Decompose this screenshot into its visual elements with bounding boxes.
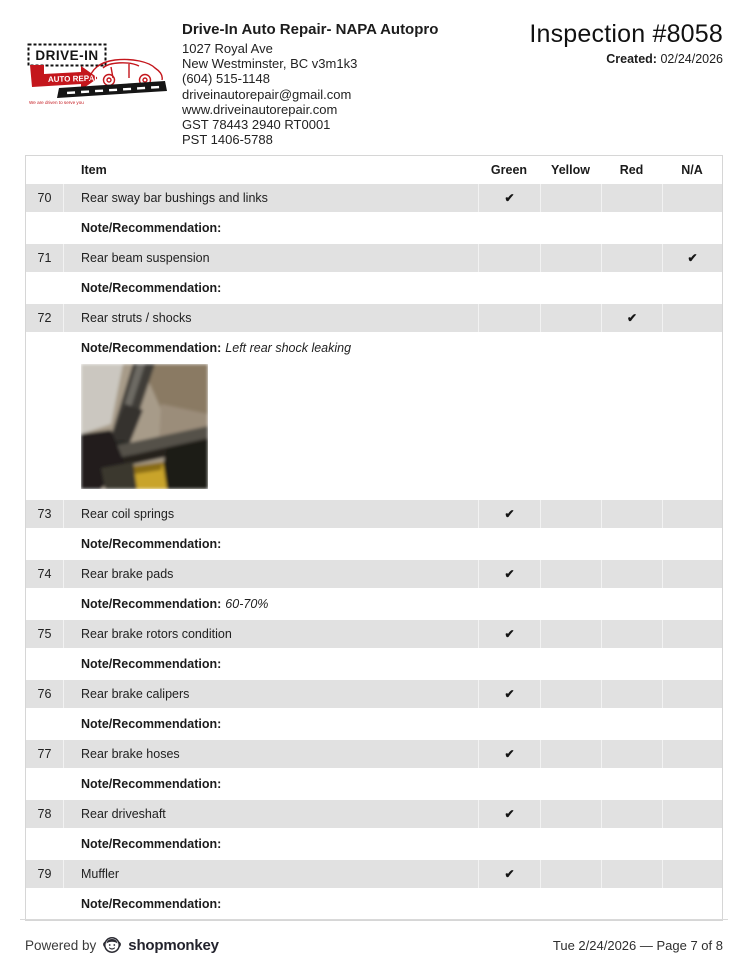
table-row-item xyxy=(26,304,722,332)
status-cell-green xyxy=(478,740,540,768)
checkmark-icon: ✔ xyxy=(687,251,698,265)
status-cell-yellow xyxy=(540,860,601,888)
status-cell-red xyxy=(601,560,662,588)
table-row-note xyxy=(26,272,722,304)
status-cell-yellow xyxy=(540,500,601,528)
row-item-label: Rear driveshaft xyxy=(81,807,166,821)
row-item-label: Rear brake hoses xyxy=(81,747,180,761)
status-cell-red xyxy=(601,184,662,212)
table-row-note xyxy=(26,212,722,244)
shop-logo-art xyxy=(25,42,167,108)
status-cell-red xyxy=(601,304,662,332)
table-row-item xyxy=(26,800,722,828)
row-item-label: Rear brake pads xyxy=(81,567,174,581)
table-row-note xyxy=(26,768,722,800)
header-na-cell: N/A xyxy=(681,163,703,177)
status-cell-na xyxy=(662,184,722,212)
shop-logo xyxy=(25,42,167,108)
note-label: Note/Recommendation: xyxy=(81,717,222,731)
table-row-item xyxy=(26,740,722,768)
status-cell-yellow xyxy=(540,560,601,588)
status-cell-green xyxy=(478,620,540,648)
status-cell-red xyxy=(601,620,662,648)
header-red-cell: Red xyxy=(619,163,644,177)
business-address-lines xyxy=(182,41,438,147)
row-number: 76 xyxy=(26,680,64,708)
status-cell-red xyxy=(601,800,662,828)
business-info xyxy=(182,21,438,147)
status-cell-na xyxy=(662,800,722,828)
row-number: 73 xyxy=(26,500,64,528)
status-cell-na xyxy=(662,860,722,888)
checkmark-icon: ✔ xyxy=(626,311,638,325)
row-item-label: Muffler xyxy=(81,867,119,881)
status-cell-na xyxy=(662,740,722,768)
shopmonkey-wordmark: shopmonkey xyxy=(128,936,219,954)
created-label: Created: xyxy=(606,52,657,66)
note-label: Note/Recommendation: xyxy=(81,221,222,235)
status-cell-na xyxy=(662,304,722,332)
status-cell-green xyxy=(478,860,540,888)
header-yellow-cell: Yellow xyxy=(551,163,590,177)
status-cell-red xyxy=(601,740,662,768)
checkmark-icon: ✔ xyxy=(504,567,515,581)
table-row-note xyxy=(26,708,722,740)
row-item-label: Rear struts / shocks xyxy=(81,311,192,325)
note-label: Note/Recommendation: xyxy=(81,897,222,911)
checkmark-icon: ✔ xyxy=(504,867,515,881)
business-line: PST 1406-5788 xyxy=(182,132,273,148)
table-row-item xyxy=(26,184,722,212)
status-cell-green xyxy=(478,560,540,588)
powered-by-block xyxy=(25,936,219,954)
row-item-label: Rear beam suspension xyxy=(81,251,210,265)
logo-box-text: DRIVE-IN xyxy=(35,48,99,63)
footer-divider xyxy=(20,919,728,920)
table-header-row xyxy=(26,156,722,184)
checkmark-icon: ✔ xyxy=(504,627,515,641)
shopmonkey-monkey-icon xyxy=(103,936,121,954)
table-row-note xyxy=(26,888,722,920)
row-number: 72 xyxy=(26,304,64,332)
status-cell-yellow xyxy=(540,184,601,212)
note-text: 60-70% xyxy=(225,597,269,611)
status-cell-red xyxy=(601,244,662,272)
status-cell-red xyxy=(601,680,662,708)
table-row-item xyxy=(26,500,722,528)
note-label: Note/Recommendation: xyxy=(81,341,222,355)
page-info: Tue 2/24/2026 — Page 7 of 8 xyxy=(552,937,723,953)
business-line: (604) 515-1148 xyxy=(182,71,270,87)
table-row-item xyxy=(26,860,722,888)
inspection-created xyxy=(529,52,723,66)
checkmark-icon: ✔ xyxy=(504,807,515,821)
row-item-label: Rear brake calipers xyxy=(81,687,190,701)
header-green-cell: Green xyxy=(490,163,528,177)
table-row-note xyxy=(26,828,722,860)
table-row-item xyxy=(26,244,722,272)
inspection-title: Inspection #8058 xyxy=(529,20,723,48)
status-cell-yellow xyxy=(540,740,601,768)
row-number: 70 xyxy=(26,184,64,212)
table-row-note xyxy=(26,648,722,680)
status-cell-yellow xyxy=(540,800,601,828)
table-body xyxy=(26,184,722,920)
status-cell-red xyxy=(601,860,662,888)
status-cell-na xyxy=(662,244,722,272)
status-cell-na xyxy=(662,620,722,648)
header-item-cell: Item xyxy=(81,163,107,177)
row-number: 75 xyxy=(26,620,64,648)
business-line: driveinautorepair@gmail.com xyxy=(182,86,352,102)
row-number: 78 xyxy=(26,800,64,828)
row-item-label: Rear brake rotors condition xyxy=(81,627,232,641)
status-cell-green xyxy=(478,304,540,332)
note-label: Note/Recommendation: xyxy=(81,281,222,295)
logo-tagline: We are driven to serve you xyxy=(29,100,84,105)
checkmark-icon: ✔ xyxy=(504,191,515,205)
business-name: Drive-In Auto Repair- NAPA Autopro xyxy=(182,21,439,38)
checkmark-icon: ✔ xyxy=(504,747,515,761)
checkmark-icon: ✔ xyxy=(504,507,515,521)
status-cell-green xyxy=(478,184,540,212)
note-label: Note/Recommendation: xyxy=(81,837,222,851)
status-cell-green xyxy=(478,244,540,272)
table-row-note xyxy=(26,332,722,500)
row-number: 77 xyxy=(26,740,64,768)
status-cell-yellow xyxy=(540,244,601,272)
powered-by-label: Powered by xyxy=(25,937,97,953)
status-cell-na xyxy=(662,680,722,708)
note-photo-rear-shock xyxy=(81,364,208,489)
table-row-item xyxy=(26,560,722,588)
note-label: Note/Recommendation: xyxy=(81,537,222,551)
table-row-note xyxy=(26,588,722,620)
inspection-table xyxy=(25,155,723,921)
note-label: Note/Recommendation: xyxy=(81,657,222,671)
note-text: Left rear shock leaking xyxy=(225,341,352,355)
business-line: New Westminster, BC v3m1k3 xyxy=(182,56,358,72)
status-cell-yellow xyxy=(540,304,601,332)
business-line: www.driveinautorepair.com xyxy=(182,101,338,117)
status-cell-green xyxy=(478,500,540,528)
status-cell-green xyxy=(478,680,540,708)
row-number: 74 xyxy=(26,560,64,588)
table-row-item xyxy=(26,620,722,648)
status-cell-na xyxy=(662,500,722,528)
status-cell-green xyxy=(478,800,540,828)
business-line: GST 78443 2940 RT0001 xyxy=(182,117,331,133)
created-date: 02/24/2026 xyxy=(660,52,723,66)
row-number: 71 xyxy=(26,244,64,272)
row-item-label: Rear sway bar bushings and links xyxy=(81,191,268,205)
inspection-meta xyxy=(529,20,723,66)
header-num-cell xyxy=(26,156,64,184)
status-cell-red xyxy=(601,500,662,528)
status-cell-na xyxy=(662,560,722,588)
logo-arrow-text: AUTO REPAIR xyxy=(47,73,103,84)
status-cell-yellow xyxy=(540,620,601,648)
row-item-label: Rear coil springs xyxy=(81,507,175,521)
checkmark-icon: ✔ xyxy=(504,687,515,701)
table-row-note xyxy=(26,528,722,560)
note-label: Note/Recommendation: xyxy=(81,597,222,611)
note-label: Note/Recommendation: xyxy=(81,777,222,791)
report-footer xyxy=(25,936,723,954)
status-cell-yellow xyxy=(540,680,601,708)
business-line: 1027 Royal Ave xyxy=(182,41,273,56)
table-row-item xyxy=(26,680,722,708)
row-number: 79 xyxy=(26,860,64,888)
